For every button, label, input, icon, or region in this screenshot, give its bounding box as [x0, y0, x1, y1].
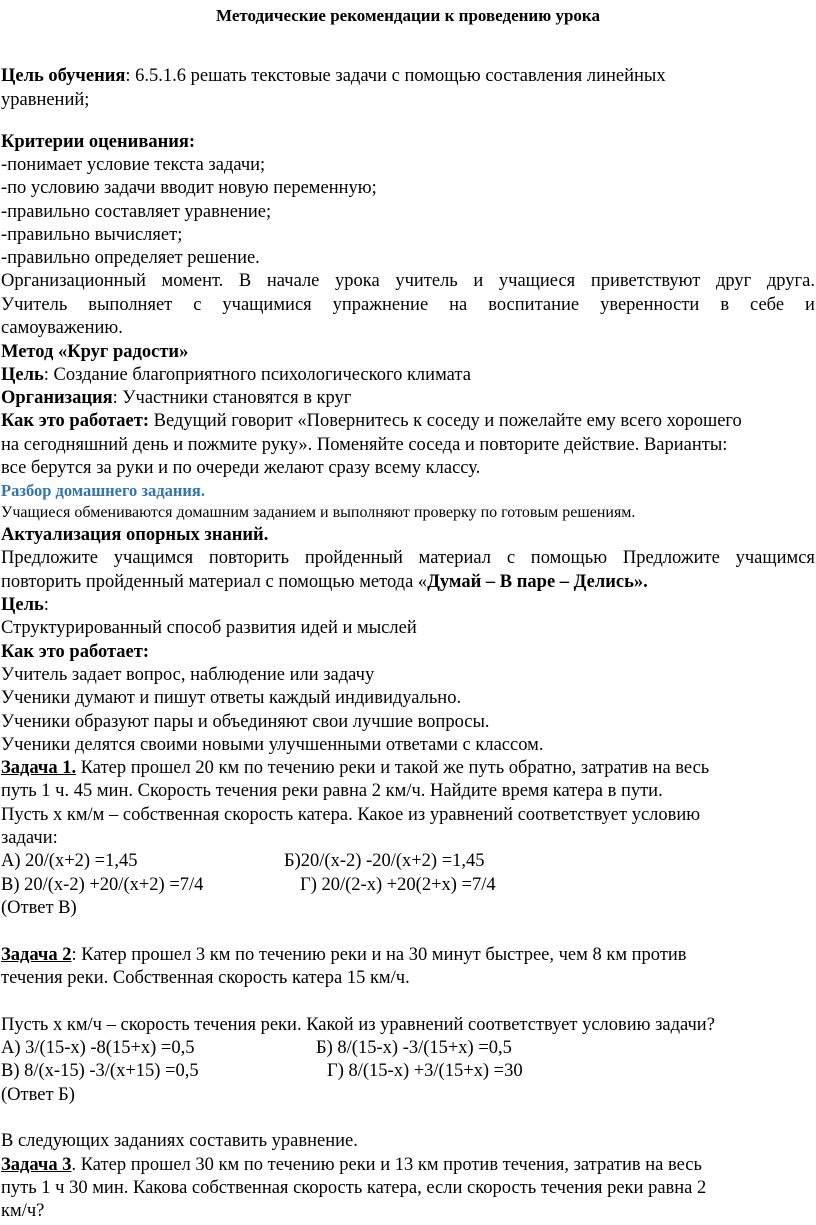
- criteria-item: -по условию задачи вводит новую переменную;: [1, 178, 377, 198]
- task2-line-1: [1, 944, 687, 968]
- criteria-item: -правильно составляет уравнение;: [1, 202, 272, 222]
- word: урока: [335, 271, 380, 291]
- word: учащимся: [113, 548, 194, 568]
- word: пройденный: [304, 548, 403, 568]
- word: друг: [715, 271, 752, 291]
- method-how-label: Как это работает:: [1, 411, 149, 431]
- method-how-cont: на сегодняшний день и пожмите руку». Поменяйте соседа и повторите действие. Варианты:: [1, 435, 728, 455]
- method-org-text: : Участники становятся в круг: [112, 388, 352, 408]
- task2-text: : Катер прошел 3 км по течению реки и на 30 минут быстрее, чем 8 км против: [71, 945, 687, 965]
- learning-goal-text: : 6.5.1.6 решать текстовые задачи с помощью составления линейных: [125, 66, 666, 86]
- criteria-item: -понимает условие текста задачи;: [1, 155, 266, 175]
- word: учащимися: [222, 295, 312, 315]
- method-organization: [1, 387, 351, 411]
- word: Организационный: [1, 271, 146, 291]
- task3-line-2: путь 1 ч 30 мин. Какова собственная скорость катера, если скорость течения реки равна 2: [1, 1178, 707, 1198]
- task3-line-1: [1, 1154, 702, 1178]
- word: друга.: [766, 271, 815, 291]
- word: уверенности: [600, 295, 700, 315]
- actualization-goal-text: Структурированный способ развития идей и мыслей: [1, 618, 417, 638]
- method-how-cont: все берутся за руки и по очереди желают сразу всему классу.: [1, 458, 481, 478]
- learning-goal: [1, 65, 666, 89]
- task1-line-1: [1, 757, 709, 781]
- actualization-step: Ученики думают и пишут ответы каждый индивидуально.: [1, 688, 462, 708]
- word: начале: [266, 271, 320, 291]
- actualization-heading: Актуализация опорных знаний.: [1, 525, 269, 545]
- word: учитель: [395, 271, 458, 291]
- method-heading: Метод «Круг радости»: [1, 342, 189, 362]
- word: Предложите: [1, 548, 98, 568]
- task1-label: Задача 1.: [1, 758, 77, 778]
- task3-label: Задача 3: [1, 1155, 72, 1175]
- task1-option-d: Г) 20/(2-х) +20(2+х) =7/4: [300, 875, 496, 895]
- actualization-step: Ученики образуют пары и объединяют свои лучшие вопросы.: [1, 712, 490, 732]
- actualization-goal-label: Цель: [1, 595, 44, 615]
- task3-line-3: км/ч?: [1, 1201, 45, 1221]
- word: на: [449, 295, 468, 315]
- task2-line-2: течения реки. Собственная скорость катера 15 км/ч.: [1, 968, 410, 988]
- task1-line-4: задачи:: [1, 828, 58, 848]
- method-goal-text: : Создание благоприятного психологического климата: [43, 365, 471, 385]
- task2-option-d: Г) 8/(15-х) +3/(15+х) =30: [327, 1061, 523, 1081]
- method-how-text: Ведущий говорит «Повернитесь к соседу и пожелайте ему всего хорошего: [149, 411, 742, 431]
- word: себе: [750, 295, 785, 315]
- actualization-goal: [1, 594, 49, 618]
- actualization-step: Ученики делятся своими новыми улучшенными ответами с классом.: [1, 735, 544, 755]
- next-tasks-intro: В следующих заданиях составить уравнение.: [1, 1131, 358, 1151]
- criteria-heading: Критерии оценивания:: [1, 132, 196, 152]
- task2-line-3: Пусть х км/ч – скорость течения реки. Какой из уравнений соответствует условию задачи?: [1, 1015, 715, 1035]
- task1-option-c: В) 20/(х-2) +20/(х+2) =7/4: [1, 875, 204, 895]
- method-goal-label: Цель: [1, 365, 44, 385]
- word: с: [506, 548, 516, 568]
- actualization-line-1: [1, 547, 815, 571]
- word: в: [720, 295, 730, 315]
- word: учащимся: [735, 548, 815, 568]
- task1-line-2: путь 1 ч. 45 мин. Скорость течения реки равна 2 км/ч. Найдите время катера в пути.: [1, 781, 663, 801]
- word: выполняет: [88, 295, 173, 315]
- task3-text: . Катер прошел 30 км по течению реки и 13 км против течения, затратив на весь: [71, 1155, 702, 1175]
- task1-text: Катер прошел 20 км по течению реки и такой же путь обратно, затратив на весь: [76, 758, 710, 778]
- word: момент.: [161, 271, 224, 291]
- word: повторить: [208, 548, 290, 568]
- word: упражнение: [332, 295, 429, 315]
- actualization-step: Учитель задает вопрос, наблюдение или задачу: [1, 665, 375, 685]
- actualization-line-2: [1, 571, 648, 595]
- org-moment-line-1: [1, 270, 815, 294]
- task2-label: Задача 2: [1, 945, 72, 965]
- task2-option-b: Б) 8/(15-х) -3/(15+х) =0,5: [316, 1038, 512, 1058]
- learning-goal-label: Цель обучения: [1, 66, 126, 86]
- document-title: Методические рекомендации к проведению урока: [216, 6, 600, 25]
- word: и: [473, 271, 484, 291]
- task2-option-c: В) 8/(х-15) -3/(х+15) =0,5: [1, 1061, 199, 1081]
- colon: :: [43, 595, 49, 615]
- word: воспитание: [488, 295, 580, 315]
- task2-answer: (Ответ Б): [1, 1085, 75, 1105]
- actualization-text: повторить пройденный материал с помощью метода «: [1, 572, 428, 592]
- org-moment-line-2: [1, 294, 815, 318]
- org-moment-line-3: самоуважению.: [1, 318, 123, 338]
- task1-answer: (Ответ В): [1, 898, 77, 918]
- word: В: [238, 271, 252, 291]
- actualization-how-label: Как это работает:: [1, 642, 149, 662]
- method-org-label: Организация: [1, 388, 113, 408]
- homework-heading: Разбор домашнего задания.: [1, 481, 205, 500]
- homework-text: Учащиеся обмениваются домашним заданием и выполняют проверку по готовым решениям.: [1, 504, 636, 521]
- method-goal: [1, 364, 471, 388]
- method-how: [1, 410, 742, 434]
- task2-option-a: А) 3/(15-х) -8(15+х) =0,5: [1, 1038, 195, 1058]
- word: с: [193, 295, 202, 315]
- task1-line-3: Пусть х км/м – собственная скорость катера. Какое из уравнений соответствует условию: [1, 805, 701, 825]
- method-name: Думай – В паре – Делись».: [427, 572, 648, 592]
- word: помощью: [530, 548, 608, 568]
- word: приветствуют: [590, 271, 701, 291]
- task1-option-b: Б)20/(х-2) -20/(х+2) =1,45: [284, 851, 485, 871]
- task1-option-a: А) 20/(х+2) =1,45: [1, 851, 138, 871]
- word: Учитель: [1, 295, 68, 315]
- word: материал: [418, 548, 492, 568]
- criteria-item: -правильно вычисляет;: [1, 225, 183, 245]
- word: и: [805, 295, 815, 315]
- learning-goal-cont: уравнений;: [1, 90, 90, 110]
- word: учащиеся: [498, 271, 576, 291]
- word: Предложите: [622, 548, 720, 568]
- criteria-item: -правильно определяет решение.: [1, 248, 260, 268]
